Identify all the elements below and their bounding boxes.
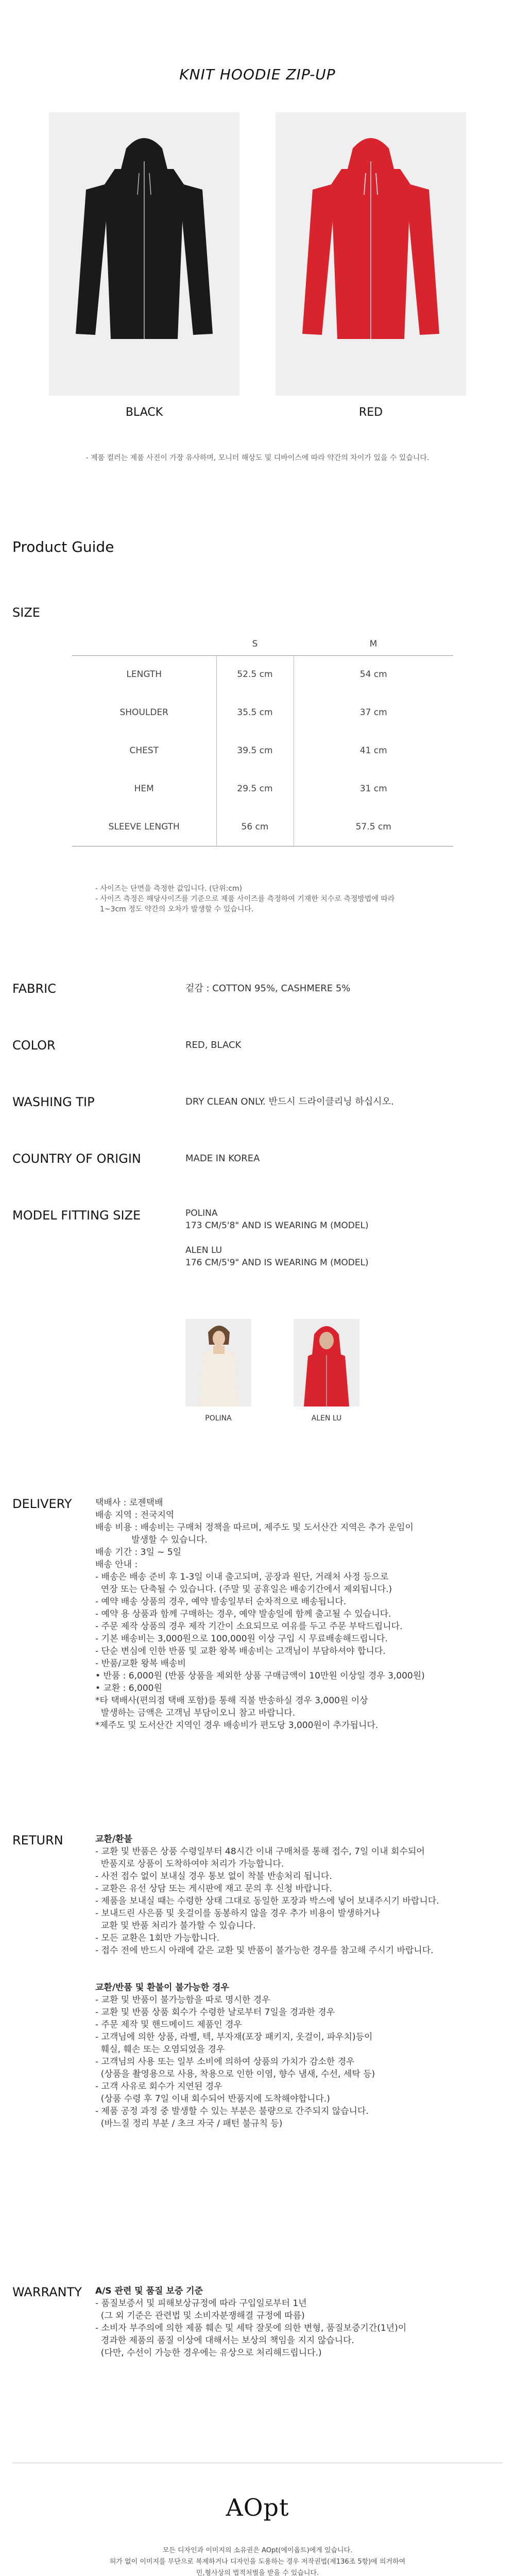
return-info: [95, 1833, 487, 2130]
table-row: [72, 732, 453, 770]
copyright-line: 민,형사상의 법적처벌을 받을 수 있습니다.: [196, 2569, 319, 2576]
model-photo-polina: [185, 1319, 251, 1406]
size-cell: 31 cm: [359, 784, 387, 794]
no-return-line: (바느질 정리 부분 / 초크 자국 / 패턴 불규칙 등): [95, 2119, 283, 2129]
delivery-line: 배송 안내 :: [95, 1560, 138, 1570]
copyright-notice: [0, 2545, 515, 2576]
table-row: [72, 770, 453, 808]
size-cell: 29.5 cm: [216, 770, 294, 808]
size-note-line: 1~3cm 정도 약간의 오차가 발생할 수 있습니다.: [95, 905, 254, 913]
washing-tip-label: WASHING TIP: [12, 1095, 95, 1109]
size-cell: 56 cm: [216, 808, 294, 846]
size-cell: 35.5 cm: [216, 693, 294, 732]
warranty-heading: A/S 관련 및 품질 보증 기준: [95, 2286, 203, 2296]
no-return-line: - 고객님에 의한 상품, 라벨, 텍, 부자재(포장 패키지, 옷걸이, 파우치)등이: [95, 2032, 373, 2042]
copyright-line: 모든 디자인과 이미지의 소유권은 AOpt(에이옵트)에게 있습니다.: [162, 2547, 353, 2554]
warranty-line: (그 외 기준은 관련법 및 소비자분쟁해결 규정에 따름): [95, 2311, 305, 2321]
delivery-line: - 반품/교환 왕복 배송비: [95, 1658, 186, 1669]
return-line: 반품지로 상품이 도착하여야 처리가 가능합니다.: [95, 1859, 284, 1869]
table-row: [72, 655, 453, 693]
model-fitting-label: MODEL FITTING SIZE: [12, 1208, 141, 1223]
model-info-line: POLINA: [185, 1208, 218, 1218]
table-row: [72, 693, 453, 732]
delivery-label: DELIVERY: [12, 1497, 72, 1511]
size-row-label: LENGTH: [126, 669, 162, 680]
fabric-label: FABRIC: [12, 981, 56, 996]
size-table-header: [72, 633, 453, 655]
delivery-line: - 기본 배송비는 3,000원으로 100,000원 이상 구입 시 무료배송해드립니다.: [95, 1634, 388, 1644]
size-cell: 37 cm: [359, 707, 387, 718]
delivery-line: 택배사 : 로젠택배: [95, 1498, 163, 1508]
return-line: - 교환 및 반품은 상품 수령일부터 48시간 이내 구매처를 통해 접수, 7일 이내 회수되어: [95, 1846, 425, 1857]
color-section-value: RED, BLACK: [185, 1040, 242, 1050]
copyright-line: 허가 없이 이미지를 무단으로 복제하거나 디자인을 도용하는 경우 저작권법(제136조 5항)에 의거하여: [109, 2558, 406, 2566]
no-return-line: - 고객 사유로 회수가 지연된 경우: [95, 2081, 222, 2092]
delivery-line: 배송 지역 : 전국지역: [95, 1510, 175, 1520]
delivery-line: *타 택배사(편의점 택배 포함)를 통해 직불 반송하실 경우 3,000원 이상: [95, 1696, 368, 1706]
delivery-line: - 예약 용 상품과 함께 구매하는 경우, 예약 발송일에 함께 출고될 수 있습니다.: [95, 1609, 391, 1619]
delivery-line: - 예약 배송 상품의 경우, 예약 발송일부터 순차적으로 배송됩니다.: [95, 1597, 347, 1607]
return-line: - 교환은 유선 상담 또는 게시판에 재고 문의 후 신청 바랍니다.: [95, 1884, 332, 1894]
return-heading: 교환/환불: [95, 1834, 132, 1844]
delivery-line: *제주도 및 도서산간 지역인 경우 배송비가 편도당 3,000원이 추가됩니다.: [95, 1720, 379, 1731]
return-label: RETURN: [12, 1833, 63, 1848]
no-return-line: - 제품 공정 과정 중 발생할 수 있는 부분은 불량으로 간주되지 않습니다.: [95, 2106, 369, 2116]
table-row: [72, 808, 453, 846]
origin-value: MADE IN KOREA: [185, 1153, 260, 1164]
delivery-line: • 반품 : 6,000원 (반품 상품을 제외한 상품 구매금액이 10만원 이상일 경우 3,000원): [95, 1671, 425, 1681]
no-return-line: - 교환 및 반품 상품 회수가 수령한 날로부터 7일을 경과한 경우: [95, 2007, 335, 2018]
size-row-label: SHOULDER: [119, 707, 168, 718]
return-line: - 제품을 보내실 때는 수령한 상태 그대로 동일한 포장과 박스에 넣어 보내주시기 바랍니다.: [95, 1896, 439, 1906]
model-caption-alen-lu: ALEN LU: [311, 1414, 342, 1422]
no-return-heading: 교환/반품 및 환불이 불가능한 경우: [95, 1982, 229, 1993]
return-line: - 접수 전에 반드시 아래에 같은 교환 및 반품이 불가능한 경우를 참고해 주시기 바랍니다.: [95, 1945, 434, 1956]
delivery-line: - 배송은 배송 준비 후 1-3일 이내 출고되며, 공장과 원단, 거래처 사정 등으로: [95, 1572, 389, 1582]
no-return-line: (상품을 촬영용으로 사용, 착용으로 인한 이염, 향수 냄새, 수선, 세탁 등): [95, 2069, 375, 2079]
no-return-line: 훼실, 훼손 또는 오염되었을 경우: [95, 2044, 225, 2055]
size-header-m: M: [294, 633, 453, 655]
size-cell: 57.5 cm: [294, 808, 453, 846]
product-photo-red: [276, 112, 466, 396]
color-label-red: RED: [358, 406, 383, 419]
size-cell: 41 cm: [359, 745, 387, 756]
model-fitting-info: [185, 1207, 369, 1269]
origin-label: COUNTRY OF ORIGIN: [12, 1151, 141, 1166]
product-photo-black: [49, 112, 239, 396]
delivery-line: 배송 기간 : 3일 ~ 5일: [95, 1547, 182, 1557]
product-guide-title: Product Guide: [12, 538, 114, 555]
no-return-line: (상품 수령 후 7일 이내 회수되어 반품지에 도착해야합니다.): [95, 2094, 330, 2104]
warranty-label: WARRANTY: [12, 2285, 82, 2299]
size-row-label: SLEEVE LENGTH: [72, 808, 216, 846]
model-caption-polina: POLINA: [205, 1414, 232, 1422]
warranty-line: (다만, 수선이 가능한 경우에는 유상으로 처리해드립니다.): [95, 2348, 322, 2358]
color-section-label: COLOR: [12, 1038, 56, 1053]
size-row-label: HEM: [134, 784, 154, 794]
model-info-spacer: [185, 1232, 369, 1244]
warranty-line: 경과한 제품의 품질 이상에 대해서는 보상의 책임을 지지 않습니다.: [95, 2335, 354, 2346]
warranty-line: - 품질보증서 및 피해보상규정에 따라 구입일로부터 1년: [95, 2298, 307, 2309]
model-info-line: 176 CM/5'9" AND IS WEARING M (MODEL): [185, 1258, 369, 1268]
delivery-line: - 주문 제작 상품의 경우 제작 기간이 소요되므로 여유를 두고 주문 부탁드립니다.: [95, 1621, 403, 1632]
product-title: KNIT HOODIE ZIP-UP: [179, 66, 336, 83]
size-cell: 52.5 cm: [216, 655, 294, 693]
color-label-black: BLACK: [125, 406, 163, 419]
return-spacer: [95, 1957, 487, 1981]
size-label: SIZE: [12, 605, 40, 620]
return-line: 교환 및 반품 처리가 불가할 수 있습니다.: [95, 1921, 256, 1931]
no-return-line: - 교환 및 반품이 불가능함을 따로 명시한 경우: [95, 1995, 270, 2005]
size-note-line: - 사이즈 측정은 해당사이즈를 기준으로 제품 사이즈를 측정하여 기재한 치수로 측정방법에 따라: [95, 895, 395, 903]
delivery-line: 연장 또는 단축될 수 있습니다. (주말 및 공휴일은 배송기간에서 제외됩니다.): [95, 1584, 392, 1595]
model-photo-alen-lu: [294, 1319, 359, 1406]
size-table: [72, 633, 453, 846]
return-line: - 모든 교환은 1회만 가능합니다.: [95, 1933, 220, 1943]
delivery-line: • 교환 : 6,000원: [95, 1683, 162, 1693]
delivery-line: 배송 비용 : 배송비는 구매처 정책을 따르며, 제주도 및 도서산간 지역은 추가 운임이: [95, 1522, 414, 1533]
fabric-value: 겉감 : COTTON 95%, CASHMERE 5%: [185, 983, 351, 994]
model-info-line: ALEN LU: [185, 1245, 222, 1256]
delivery-line: 발생할 수 있습니다.: [95, 1535, 208, 1545]
return-line: - 보내드린 사은품 및 옷걸이를 동봉하지 않을 경우 추가 비용이 발생하거나: [95, 1908, 380, 1919]
size-notes: [95, 884, 394, 914]
washing-tip-value: DRY CLEAN ONLY. 반드시 드라이클리닝 하십시오.: [185, 1096, 394, 1107]
size-row-label: CHEST: [129, 745, 159, 756]
size-note-line: - 사이즈는 단면을 측정한 값입니다. (단위:cm): [95, 885, 243, 893]
size-header-blank: [72, 633, 216, 655]
size-cell: 39.5 cm: [216, 732, 294, 770]
brand-logo: AOpt: [226, 2494, 289, 2521]
delivery-line: 발생하는 금액은 고객님 부담이오니 참고 바랍니다.: [95, 1708, 296, 1718]
delivery-info: [95, 1497, 487, 1732]
no-return-line: - 고객님의 사용 또는 일부 소비에 의하여 상품의 가치가 감소한 경우: [95, 2057, 355, 2067]
delivery-line: - 단순 변심에 인한 반품 및 교환 왕복 배송비는 고객님이 부담하셔야 합니다.: [95, 1646, 386, 1656]
color-note: - 제품 컬러는 제품 사진이 가장 유사하며, 모니터 해상도 및 디바이스에 따라 약간의 차이가 있을 수 있습니다.: [85, 454, 430, 462]
size-cell: 54 cm: [359, 669, 387, 680]
no-return-line: - 주문 제작 및 핸드메이드 제품인 경우: [95, 2020, 242, 2030]
warranty-info: [95, 2285, 487, 2359]
return-line: - 사전 접수 없이 보내실 경우 통보 없이 착불 반송처리 됩니다.: [95, 1871, 332, 1882]
warranty-line: - 소비자 부주의에 의한 제품 훼손 및 세탁 잘못에 의한 변형, 품질보증기간(1년)이: [95, 2323, 407, 2333]
size-header-s: S: [216, 633, 294, 655]
model-info-line: 173 CM/5'8" AND IS WEARING M (MODEL): [185, 1221, 369, 1231]
